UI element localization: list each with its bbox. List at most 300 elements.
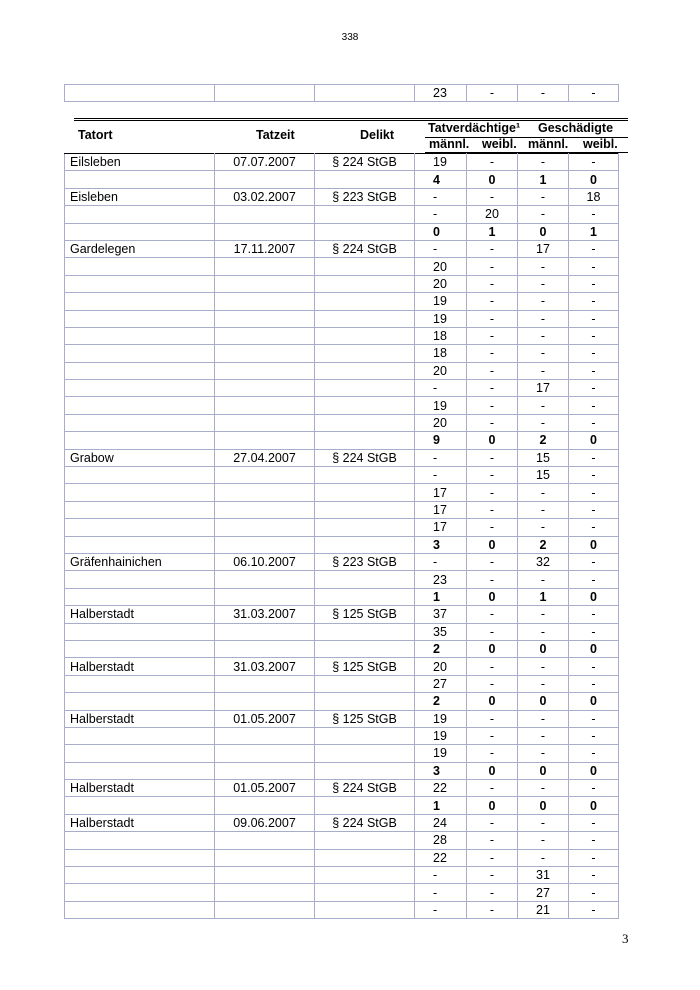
gs-maennl-cell: -	[518, 188, 569, 205]
header-gs-weibl: weibl.	[583, 137, 618, 151]
gs-maennl-cell: -	[518, 362, 569, 379]
delikt-cell	[315, 171, 415, 188]
tatort-cell	[65, 640, 215, 657]
tatzeit-cell	[215, 275, 315, 292]
table-row	[65, 745, 619, 762]
gs-weibl-cell: -	[569, 901, 619, 918]
sum-row	[65, 640, 619, 657]
gs-weibl-cell: -	[569, 362, 619, 379]
tatort-cell	[65, 275, 215, 292]
gs-maennl-cell: -	[518, 501, 569, 518]
tv-weibl-cell: -	[467, 780, 518, 797]
gs-weibl-cell: -	[569, 240, 619, 257]
table-row	[65, 362, 619, 379]
gs-weibl-cell: 0	[569, 693, 619, 710]
gs-weibl-cell: -	[569, 675, 619, 692]
tv-weibl-cell: -	[467, 449, 518, 466]
tatzeit-cell	[215, 693, 315, 710]
delikt-cell	[315, 519, 415, 536]
table-row	[65, 154, 619, 171]
tv-weibl-cell: -	[467, 867, 518, 884]
gs-maennl-cell: -	[518, 275, 569, 292]
gs-maennl-cell: 0	[518, 640, 569, 657]
gs-maennl-cell: 31	[518, 867, 569, 884]
tatzeit-cell	[215, 206, 315, 223]
tv-maennl-cell: 27	[415, 675, 467, 692]
sum-row	[65, 588, 619, 605]
delikt-cell	[315, 380, 415, 397]
gs-maennl-cell: -	[518, 519, 569, 536]
delikt-cell	[315, 884, 415, 901]
tv-maennl-cell: 18	[415, 345, 467, 362]
tv-weibl-cell: -	[467, 484, 518, 501]
tatort-cell	[65, 310, 215, 327]
tv-maennl-cell: 19	[415, 397, 467, 414]
gs-maennl-cell: -	[518, 154, 569, 171]
header-geschaedigte: Geschädigte	[538, 121, 614, 135]
gs-maennl-cell: 1	[518, 588, 569, 605]
tatzeit-cell: 31.03.2007	[215, 606, 315, 623]
tv-maennl-cell: 22	[415, 780, 467, 797]
tatort-cell	[65, 623, 215, 640]
tv-maennl-cell: 22	[415, 849, 467, 866]
tv-maennl-cell: 35	[415, 623, 467, 640]
tv-weibl-cell: -	[467, 832, 518, 849]
tatzeit-cell: 17.11.2007	[215, 240, 315, 257]
delikt-cell: § 223 StGB	[315, 188, 415, 205]
tatzeit-cell: 31.03.2007	[215, 658, 315, 675]
tv-maennl-cell: 2	[415, 693, 467, 710]
tv-maennl-cell: 20	[415, 658, 467, 675]
tatort-cell	[65, 588, 215, 605]
gs-weibl-cell: -	[569, 206, 619, 223]
tatzeit-cell	[215, 484, 315, 501]
gs-maennl-cell: -	[518, 745, 569, 762]
gs-maennl-cell: 15	[518, 467, 569, 484]
delikt-cell	[315, 397, 415, 414]
tv-weibl-cell: 0	[467, 536, 518, 553]
gs-weibl-cell: -	[569, 571, 619, 588]
tv-weibl-cell: -	[467, 571, 518, 588]
tatort-cell: Grabow	[65, 449, 215, 466]
tatzeit-cell	[215, 588, 315, 605]
tv-maennl-cell: 19	[415, 310, 467, 327]
gs-maennl-cell: 32	[518, 553, 569, 570]
header-tv-weibl: weibl.	[482, 137, 517, 151]
table-row	[65, 606, 619, 623]
tatort-cell: Halberstadt	[65, 780, 215, 797]
gs-maennl-cell: -	[518, 606, 569, 623]
tv-weibl-cell: 0	[467, 640, 518, 657]
gs-weibl-cell: -	[569, 258, 619, 275]
gs-maennl-cell: -	[518, 623, 569, 640]
delikt-cell	[315, 623, 415, 640]
gs-weibl-cell: 0	[569, 536, 619, 553]
gs-maennl-cell: -	[518, 658, 569, 675]
delikt-cell: § 224 StGB	[315, 814, 415, 831]
tatzeit-cell	[215, 293, 315, 310]
tatzeit-cell	[215, 362, 315, 379]
tv-maennl-cell: 19	[415, 154, 467, 171]
tatzeit-cell	[215, 310, 315, 327]
tatort-cell: Halberstadt	[65, 814, 215, 831]
tatort-cell	[65, 675, 215, 692]
table-row	[65, 206, 619, 223]
tatort-cell	[65, 901, 215, 918]
tatzeit-cell: 07.07.2007	[215, 154, 315, 171]
tv-maennl-cell: -	[415, 884, 467, 901]
gs-maennl-cell: -	[518, 675, 569, 692]
table-row	[65, 414, 619, 431]
gs-weibl-cell: -	[569, 658, 619, 675]
delikt-cell	[315, 849, 415, 866]
tv-maennl-cell: 20	[415, 275, 467, 292]
tv-maennl-cell: 0	[415, 223, 467, 240]
sum-row	[65, 432, 619, 449]
tatzeit-cell	[215, 501, 315, 518]
gs-maennl-cell: -	[518, 310, 569, 327]
gs-maennl-cell: -	[518, 414, 569, 431]
tv-maennl-cell: -	[415, 867, 467, 884]
table-row	[65, 867, 619, 884]
gs-weibl-cell: 0	[569, 432, 619, 449]
gs-weibl-cell: -	[569, 832, 619, 849]
tv-maennl-cell: 17	[415, 501, 467, 518]
table-row	[65, 658, 619, 675]
tv-weibl-cell: 0	[467, 762, 518, 779]
gs-weibl-cell: -	[569, 154, 619, 171]
tatort-cell	[65, 501, 215, 518]
tatort-cell	[65, 519, 215, 536]
tatzeit-cell	[215, 258, 315, 275]
tv-weibl-cell: -	[467, 85, 518, 102]
tv-maennl-cell: 24	[415, 814, 467, 831]
delikt-cell	[315, 675, 415, 692]
delikt-cell	[315, 432, 415, 449]
tv-weibl-cell: 20	[467, 206, 518, 223]
tv-maennl-cell: 17	[415, 519, 467, 536]
gs-weibl-cell: 0	[569, 762, 619, 779]
gs-maennl-cell: -	[518, 345, 569, 362]
gs-weibl-cell: 0	[569, 640, 619, 657]
delikt-cell	[315, 275, 415, 292]
delikt-cell	[315, 832, 415, 849]
tv-weibl-cell: -	[467, 901, 518, 918]
gs-weibl-cell: -	[569, 501, 619, 518]
table-row	[65, 327, 619, 344]
tv-maennl-cell: 19	[415, 745, 467, 762]
gs-weibl-cell: -	[569, 867, 619, 884]
header-tatort: Tatort	[78, 128, 113, 142]
tv-weibl-cell: -	[467, 553, 518, 570]
gs-weibl-cell: -	[569, 745, 619, 762]
gs-maennl-cell: -	[518, 397, 569, 414]
tatort-cell	[65, 397, 215, 414]
table-row	[65, 727, 619, 744]
delikt-cell	[315, 293, 415, 310]
header-tatzeit: Tatzeit	[256, 128, 295, 142]
tv-weibl-cell: -	[467, 606, 518, 623]
gs-maennl-cell: -	[518, 849, 569, 866]
gs-weibl-cell: -	[569, 310, 619, 327]
table-row	[65, 345, 619, 362]
delikt-cell: § 125 StGB	[315, 606, 415, 623]
delikt-cell	[315, 797, 415, 814]
tv-maennl-cell: -	[415, 240, 467, 257]
gs-weibl-cell: -	[569, 380, 619, 397]
tatzeit-cell	[215, 223, 315, 240]
tatort-cell: Gräfenhainichen	[65, 553, 215, 570]
tatzeit-cell: 06.10.2007	[215, 553, 315, 570]
delikt-cell	[315, 327, 415, 344]
table-row	[65, 85, 619, 102]
tv-weibl-cell: -	[467, 154, 518, 171]
table-row	[65, 275, 619, 292]
delikt-cell: § 125 StGB	[315, 658, 415, 675]
tv-maennl-cell: 1	[415, 797, 467, 814]
delikt-cell	[315, 536, 415, 553]
tv-weibl-cell: -	[467, 658, 518, 675]
tatzeit-cell	[215, 171, 315, 188]
gs-maennl-cell: 2	[518, 432, 569, 449]
gs-weibl-cell: -	[569, 414, 619, 431]
gs-maennl-cell: 0	[518, 223, 569, 240]
gs-weibl-cell: 0	[569, 797, 619, 814]
table-row	[65, 623, 619, 640]
gs-maennl-cell: -	[518, 727, 569, 744]
delikt-cell	[315, 206, 415, 223]
tatort-cell	[65, 380, 215, 397]
gs-weibl-cell: -	[569, 449, 619, 466]
delikt-cell: § 224 StGB	[315, 240, 415, 257]
gs-maennl-cell: -	[518, 258, 569, 275]
gs-weibl-cell: -	[569, 849, 619, 866]
tv-weibl-cell: -	[467, 849, 518, 866]
tatzeit-cell	[215, 380, 315, 397]
tatort-cell	[65, 849, 215, 866]
table-row	[65, 849, 619, 866]
gs-weibl-cell: -	[569, 293, 619, 310]
gs-maennl-cell: -	[518, 206, 569, 223]
tatzeit-cell	[215, 867, 315, 884]
tv-maennl-cell: -	[415, 467, 467, 484]
tatzeit-cell	[215, 623, 315, 640]
tatort-cell	[65, 258, 215, 275]
sum-row	[65, 536, 619, 553]
table-row	[65, 501, 619, 518]
tv-weibl-cell: -	[467, 745, 518, 762]
table-row	[65, 188, 619, 205]
table-row	[65, 519, 619, 536]
gs-maennl-cell: -	[518, 293, 569, 310]
tv-maennl-cell: 28	[415, 832, 467, 849]
page-number-bottom: 3	[622, 931, 629, 946]
tv-weibl-cell: -	[467, 293, 518, 310]
tv-maennl-cell: 1	[415, 588, 467, 605]
tv-maennl-cell: -	[415, 206, 467, 223]
tv-maennl-cell: 20	[415, 258, 467, 275]
tv-maennl-cell: 20	[415, 362, 467, 379]
tv-maennl-cell: 37	[415, 606, 467, 623]
delikt-cell	[315, 901, 415, 918]
table-row	[65, 780, 619, 797]
tv-weibl-cell: -	[467, 814, 518, 831]
tatzeit-cell: 09.06.2007	[215, 814, 315, 831]
gs-weibl-cell: -	[569, 85, 619, 102]
header-tatverdaechtige: Tatverdächtige¹	[428, 121, 521, 135]
delikt-cell	[315, 571, 415, 588]
delikt-cell	[315, 223, 415, 240]
tatort-cell	[65, 362, 215, 379]
header-top-rule	[74, 118, 628, 119]
tatzeit-cell: 27.04.2007	[215, 449, 315, 466]
delikt-cell: § 224 StGB	[315, 780, 415, 797]
delikt-cell	[315, 345, 415, 362]
table-row	[65, 832, 619, 849]
continuation-table	[64, 84, 619, 102]
tv-maennl-cell: 20	[415, 414, 467, 431]
gs-maennl-cell: 27	[518, 884, 569, 901]
gs-weibl-cell: -	[569, 780, 619, 797]
tv-maennl-cell: 17	[415, 484, 467, 501]
tatort-cell: Gardelegen	[65, 240, 215, 257]
tatort-cell	[65, 797, 215, 814]
gs-weibl-cell: -	[569, 275, 619, 292]
gs-maennl-cell: -	[518, 484, 569, 501]
tv-weibl-cell: 0	[467, 693, 518, 710]
tatort-cell	[65, 432, 215, 449]
tv-weibl-cell: 1	[467, 223, 518, 240]
tv-maennl-cell: 23	[415, 571, 467, 588]
tv-maennl-cell: 3	[415, 762, 467, 779]
tatzeit-cell	[215, 85, 315, 102]
tv-maennl-cell: 2	[415, 640, 467, 657]
tatzeit-cell	[215, 884, 315, 901]
page-number-top: 338	[341, 32, 359, 43]
table-row	[65, 293, 619, 310]
gs-maennl-cell: 15	[518, 449, 569, 466]
tatzeit-cell	[215, 397, 315, 414]
table-row	[65, 901, 619, 918]
tv-weibl-cell: -	[467, 188, 518, 205]
tatzeit-cell	[215, 467, 315, 484]
tatzeit-cell	[215, 762, 315, 779]
tv-weibl-cell: -	[467, 467, 518, 484]
tv-weibl-cell: -	[467, 362, 518, 379]
tv-weibl-cell: 0	[467, 432, 518, 449]
gs-maennl-cell: -	[518, 85, 569, 102]
gs-weibl-cell: -	[569, 553, 619, 570]
tatort-cell	[65, 171, 215, 188]
gs-maennl-cell: 17	[518, 380, 569, 397]
table-row	[65, 884, 619, 901]
gs-weibl-cell: -	[569, 397, 619, 414]
tatzeit-cell	[215, 640, 315, 657]
tatort-cell	[65, 536, 215, 553]
gs-maennl-cell: 2	[518, 536, 569, 553]
gs-weibl-cell: 0	[569, 588, 619, 605]
tatzeit-cell	[215, 536, 315, 553]
gs-weibl-cell: -	[569, 710, 619, 727]
tatort-cell	[65, 571, 215, 588]
sum-row	[65, 223, 619, 240]
tatzeit-cell	[215, 901, 315, 918]
table-row	[65, 675, 619, 692]
table-row	[65, 258, 619, 275]
tatzeit-cell	[215, 727, 315, 744]
gs-weibl-cell: -	[569, 884, 619, 901]
tv-weibl-cell: -	[467, 884, 518, 901]
header-gs-maennl: männl.	[528, 137, 569, 151]
delikt-cell: § 224 StGB	[315, 449, 415, 466]
delikt-cell: § 224 StGB	[315, 154, 415, 171]
tatort-cell	[65, 345, 215, 362]
delikt-cell	[315, 640, 415, 657]
tv-maennl-cell: 3	[415, 536, 467, 553]
tv-weibl-cell: -	[467, 345, 518, 362]
gs-weibl-cell: 0	[569, 171, 619, 188]
tv-weibl-cell: -	[467, 675, 518, 692]
tatort-cell	[65, 693, 215, 710]
gs-weibl-cell: -	[569, 623, 619, 640]
gs-maennl-cell: -	[518, 832, 569, 849]
tatort-cell: Eisleben	[65, 188, 215, 205]
delikt-cell	[315, 867, 415, 884]
tatort-cell	[65, 745, 215, 762]
tatzeit-cell	[215, 832, 315, 849]
tv-weibl-cell: -	[467, 327, 518, 344]
tatort-cell: Eilsleben	[65, 154, 215, 171]
sum-row	[65, 762, 619, 779]
gs-weibl-cell: -	[569, 519, 619, 536]
tatort-cell	[65, 867, 215, 884]
tatzeit-cell	[215, 571, 315, 588]
gs-maennl-cell: -	[518, 780, 569, 797]
delikt-cell: § 223 StGB	[315, 553, 415, 570]
gs-maennl-cell: 17	[518, 240, 569, 257]
table-row	[65, 484, 619, 501]
tv-maennl-cell: 19	[415, 293, 467, 310]
tatort-cell: Halberstadt	[65, 606, 215, 623]
header-tv-maennl: männl.	[429, 137, 470, 151]
tv-maennl-cell: 9	[415, 432, 467, 449]
delikt-cell	[315, 501, 415, 518]
tatzeit-cell	[215, 432, 315, 449]
table-row	[65, 571, 619, 588]
tatort-cell	[65, 484, 215, 501]
tv-weibl-cell: -	[467, 519, 518, 536]
sum-row	[65, 171, 619, 188]
tatort-cell	[65, 832, 215, 849]
gs-maennl-cell: 1	[518, 171, 569, 188]
tv-weibl-cell: -	[467, 397, 518, 414]
tv-weibl-cell: -	[467, 501, 518, 518]
tv-weibl-cell: -	[467, 623, 518, 640]
gs-weibl-cell: -	[569, 327, 619, 344]
tatzeit-cell	[215, 345, 315, 362]
delikt-cell	[315, 762, 415, 779]
tv-weibl-cell: -	[467, 414, 518, 431]
gs-weibl-cell: -	[569, 606, 619, 623]
tv-maennl-cell: -	[415, 449, 467, 466]
tv-weibl-cell: -	[467, 710, 518, 727]
delikt-cell	[315, 588, 415, 605]
gs-weibl-cell: -	[569, 727, 619, 744]
table-row	[65, 553, 619, 570]
gs-maennl-cell: 0	[518, 797, 569, 814]
table-row	[65, 449, 619, 466]
gs-weibl-cell: -	[569, 345, 619, 362]
